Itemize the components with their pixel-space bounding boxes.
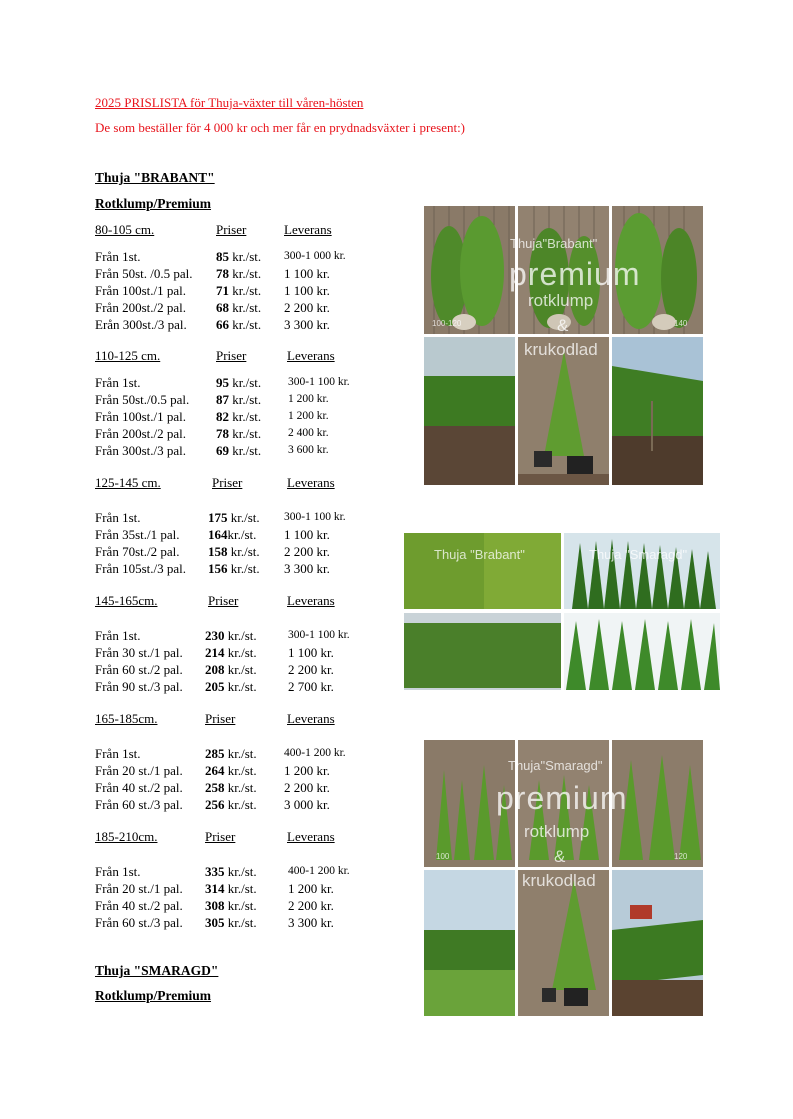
row-delivery: 1 100 kr.: [284, 266, 330, 281]
row-delivery: 2 700 kr.: [288, 679, 334, 694]
smaragd-subtitle: Rotklump/Premium: [95, 988, 212, 1003]
price-row: [95, 880, 375, 897]
row-price-value: 71: [216, 283, 229, 298]
row-quantity: Från 90 st./3 pal.: [95, 679, 183, 694]
row-quantity: Från 60 st./2 pal.: [95, 662, 183, 677]
row-price-value: 208: [205, 662, 225, 677]
collage1-name: Thuja"Brabant": [510, 236, 598, 251]
price-row: [95, 560, 375, 577]
price-row: [95, 408, 375, 425]
row-price-unit: kr./st.: [227, 510, 260, 525]
row-price-unit: kr./st.: [229, 375, 262, 390]
row-price-unit: kr./st.: [224, 864, 257, 879]
row-delivery: 1 100 kr.: [284, 527, 330, 542]
price-row: [95, 779, 375, 796]
row-price-unit: kr./st.: [224, 645, 257, 660]
section-header-price: Priser: [205, 829, 236, 844]
row-quantity: Från 1st.: [95, 249, 141, 264]
collage1-tag-right: 140: [674, 319, 688, 328]
row-price-unit: kr./st.: [227, 561, 260, 576]
row-delivery: 1 200 kr.: [288, 410, 329, 422]
row-price-value: 264: [205, 763, 225, 778]
section-header-price: Priser: [216, 348, 247, 363]
row-price-value: 335: [205, 864, 225, 879]
row-price-value: 230: [205, 628, 225, 643]
row-price-unit: kr./st.: [224, 915, 257, 930]
row-quantity: Från 35st./1 pal.: [95, 527, 180, 542]
section-header-delivery: Leverans: [287, 711, 335, 726]
row-price: [208, 509, 260, 526]
row-price-unit: kr./st.: [229, 426, 262, 441]
price-row: [95, 265, 375, 282]
smaragd-title: Thuja "SMARAGD": [95, 963, 219, 978]
collage3-tag-left: 100: [436, 852, 450, 861]
row-price-unit: kr./st.: [224, 780, 257, 795]
row-price: [216, 391, 261, 408]
row-price-unit: kr./st.: [224, 881, 257, 896]
row-quantity: Från 50st./0.5 pal.: [95, 392, 190, 407]
row-delivery: 3 600 kr.: [288, 444, 329, 456]
row-price-value: 85: [216, 249, 229, 264]
row-quantity: Från 1st.: [95, 628, 141, 643]
collage2-right-label: Thuja "Smaragd": [589, 547, 688, 562]
row-price: [216, 425, 261, 442]
price-row: [95, 762, 375, 779]
row-price-value: 82: [216, 409, 229, 424]
row-quantity: Från 20 st./1 pal.: [95, 881, 183, 896]
collage1-tag-left: 100-120: [432, 319, 462, 328]
price-row: [95, 745, 375, 762]
row-quantity: Från 40 st./2 pal.: [95, 898, 183, 913]
section-header-size: 125-145 cm.: [95, 475, 161, 490]
section-header-size: 145-165cm.: [95, 593, 158, 608]
row-price-unit: kr./st.: [229, 266, 262, 281]
row-delivery: 300-1 100 kr.: [288, 376, 350, 388]
row-delivery: 3 300 kr.: [288, 915, 334, 930]
section-header-delivery: Leverans: [287, 593, 335, 608]
row-delivery: 2 200 kr.: [284, 780, 330, 795]
row-delivery: 1 200 kr.: [284, 763, 330, 778]
row-price: [205, 762, 257, 779]
price-row: [95, 442, 375, 459]
row-delivery: 400-1 200 kr.: [284, 747, 346, 759]
row-price-value: 66: [216, 317, 229, 332]
price-row: [95, 374, 375, 391]
row-price: [205, 627, 257, 644]
row-price-unit: kr./st.: [229, 249, 262, 264]
row-price-value: 87: [216, 392, 229, 407]
price-row: [95, 526, 375, 543]
row-price-unit: kr./st.: [224, 898, 257, 913]
row-price-value: 258: [205, 780, 225, 795]
row-delivery: 2 200 kr.: [288, 898, 334, 913]
row-price: [208, 543, 260, 560]
row-delivery: 300-1 000 kr.: [284, 250, 346, 262]
row-price: [205, 779, 257, 796]
brabant-subtitle: Rotklump/Premium: [95, 196, 212, 211]
price-row: [95, 678, 375, 695]
row-price-value: 164: [208, 527, 228, 542]
collage1-line1: rotklump: [528, 291, 594, 310]
row-delivery: 2 400 kr.: [288, 427, 329, 439]
row-quantity: Från 20 st./1 pal.: [95, 763, 183, 778]
row-quantity: Från 70st./2 pal.: [95, 544, 180, 559]
row-quantity: Från 60 st./3 pal.: [95, 797, 183, 812]
collage3-tag-right: 120: [674, 852, 688, 861]
row-price-unit: kr./st.: [224, 746, 257, 761]
section-header-size: 165-185cm.: [95, 711, 158, 726]
row-price-value: 285: [205, 746, 225, 761]
row-price: [216, 299, 261, 316]
smaragd-photo-collage: [424, 740, 703, 1016]
row-price: [216, 248, 261, 265]
row-quantity: Erån 300st./3 pal.: [95, 317, 187, 332]
row-quantity: Från 200st./2 pal.: [95, 426, 186, 441]
row-price: [216, 265, 261, 282]
row-price-unit: kr./st.: [227, 544, 260, 559]
section-header-delivery: Leverans: [287, 348, 335, 363]
collage3-line2: krukodlad: [522, 871, 596, 890]
row-delivery: 2 200 kr.: [284, 544, 330, 559]
price-row: [95, 425, 375, 442]
row-delivery: 1 100 kr.: [288, 645, 334, 660]
section-header-size: 110-125 cm.: [95, 348, 161, 363]
row-price: [216, 408, 261, 425]
row-delivery: 3 300 kr.: [284, 317, 330, 332]
section-header-price: Priser: [212, 475, 243, 490]
collage1-line2: krukodlad: [524, 340, 598, 359]
row-price-value: 308: [205, 898, 225, 913]
row-quantity: Från 105st./3 pal.: [95, 561, 186, 576]
price-row: [95, 316, 375, 333]
row-price-value: 78: [216, 426, 229, 441]
row-delivery: 400-1 200 kr.: [288, 865, 350, 877]
row-price: [205, 914, 257, 931]
row-quantity: Från 1st.: [95, 864, 141, 879]
row-price-value: 205: [205, 679, 225, 694]
row-delivery: 2 200 kr.: [288, 662, 334, 677]
collage3-premium: premium: [496, 780, 628, 816]
price-row: [95, 796, 375, 813]
row-price-unit: kr./st.: [229, 283, 262, 298]
price-row: [95, 248, 375, 265]
promo-text: De som beställer för 4 000 kr och mer får en prydnadsväxter i present:): [95, 120, 466, 135]
row-quantity: Från 40 st./2 pal.: [95, 780, 183, 795]
row-delivery: 1 200 kr.: [288, 393, 329, 405]
row-price-value: 256: [205, 797, 225, 812]
row-quantity: Från 30 st./1 pal.: [95, 645, 183, 660]
row-price: [205, 897, 257, 914]
price-row: [95, 661, 375, 678]
row-delivery: 1 100 kr.: [284, 283, 330, 298]
collage3-line1: rotklump: [524, 822, 590, 841]
row-price: [216, 374, 261, 391]
row-price-value: 156: [208, 561, 228, 576]
row-quantity: Från 1st.: [95, 746, 141, 761]
section-header-delivery: Leverans: [287, 829, 335, 844]
row-quantity: Från 60 st./3 pal.: [95, 915, 183, 930]
row-price-unit: kr./st.: [224, 662, 257, 677]
row-price: [205, 745, 257, 762]
row-price-unit: kr./st.: [229, 317, 262, 332]
row-price: [205, 644, 257, 661]
collage3-amp: &: [554, 847, 566, 866]
row-price-unit: kr./st.: [229, 409, 262, 424]
row-price: [208, 560, 260, 577]
section-header-delivery: Leverans: [284, 222, 332, 237]
row-price-value: 78: [216, 266, 229, 281]
row-price-unit: kr./st.: [224, 679, 257, 694]
row-delivery: 300-1 100 kr.: [288, 629, 350, 641]
row-price: [208, 526, 256, 543]
price-row: [95, 914, 375, 931]
row-quantity: Från 200st./2 pal.: [95, 300, 186, 315]
row-delivery: 1 200 kr.: [288, 881, 334, 896]
row-price: [216, 316, 261, 333]
price-row: [95, 299, 375, 316]
collage2-left-label: Thuja "Brabant": [434, 547, 525, 562]
row-price-value: 175: [208, 510, 228, 525]
price-row: [95, 282, 375, 299]
row-quantity: Från 50st. /0.5 pal.: [95, 266, 193, 281]
section-header-delivery: Leverans: [287, 475, 335, 490]
price-row: [95, 627, 375, 644]
row-delivery: 3 300 kr.: [284, 561, 330, 576]
row-price-value: 305: [205, 915, 225, 930]
row-price: [205, 880, 257, 897]
section-header-size: 80-105 cm.: [95, 222, 155, 237]
collage1-amp: &: [557, 316, 569, 335]
row-price-value: 95: [216, 375, 229, 390]
row-quantity: Från 100st./1 pal.: [95, 283, 186, 298]
row-price-unit: kr./st.: [229, 443, 262, 458]
row-price-unit: kr./st.: [229, 392, 262, 407]
collage3-name: Thuja"Smaragd": [508, 758, 603, 773]
row-quantity: Från 300st./3 pal.: [95, 443, 186, 458]
row-price-value: 69: [216, 443, 229, 458]
price-row: [95, 543, 375, 560]
price-row: [95, 644, 375, 661]
row-delivery: 2 200 kr.: [284, 300, 330, 315]
row-price-unit: kr./st.: [224, 628, 257, 643]
section-header-size: 185-210cm.: [95, 829, 158, 844]
row-price-unit: kr./st.: [229, 300, 262, 315]
row-delivery: 3 000 kr.: [284, 797, 330, 812]
collage1-premium: premium: [509, 256, 641, 292]
row-price: [216, 282, 261, 299]
row-price-value: 68: [216, 300, 229, 315]
section-header-price: Priser: [216, 222, 247, 237]
price-row: [95, 863, 375, 880]
row-price-unit: kr./st.: [224, 763, 257, 778]
row-price: [205, 863, 257, 880]
row-price: [216, 442, 261, 459]
row-quantity: Från 100st./1 pal.: [95, 409, 186, 424]
price-row: [95, 509, 375, 526]
row-price: [205, 678, 257, 695]
brabant-title: Thuja "BRABANT": [95, 170, 215, 185]
price-row: [95, 897, 375, 914]
row-quantity: Från 1st.: [95, 375, 141, 390]
row-price: [205, 796, 257, 813]
row-price-unit: kr./st.: [224, 797, 257, 812]
row-price-unit: kr./st.: [227, 527, 257, 542]
row-price-value: 314: [205, 881, 225, 896]
price-row: [95, 391, 375, 408]
row-price-value: 158: [208, 544, 228, 559]
row-quantity: Från 1st.: [95, 510, 141, 525]
section-header-price: Priser: [208, 593, 239, 608]
row-price-value: 214: [205, 645, 225, 660]
row-price: [205, 661, 257, 678]
brabant-photo-collage: [424, 206, 703, 485]
section-header-price: Priser: [205, 711, 236, 726]
brabant-smaragd-collage: [404, 533, 720, 690]
row-delivery: 300-1 100 kr.: [284, 511, 346, 523]
page-title: 2025 PRISLISTA för Thuja-växter till våren-hösten: [95, 95, 364, 110]
